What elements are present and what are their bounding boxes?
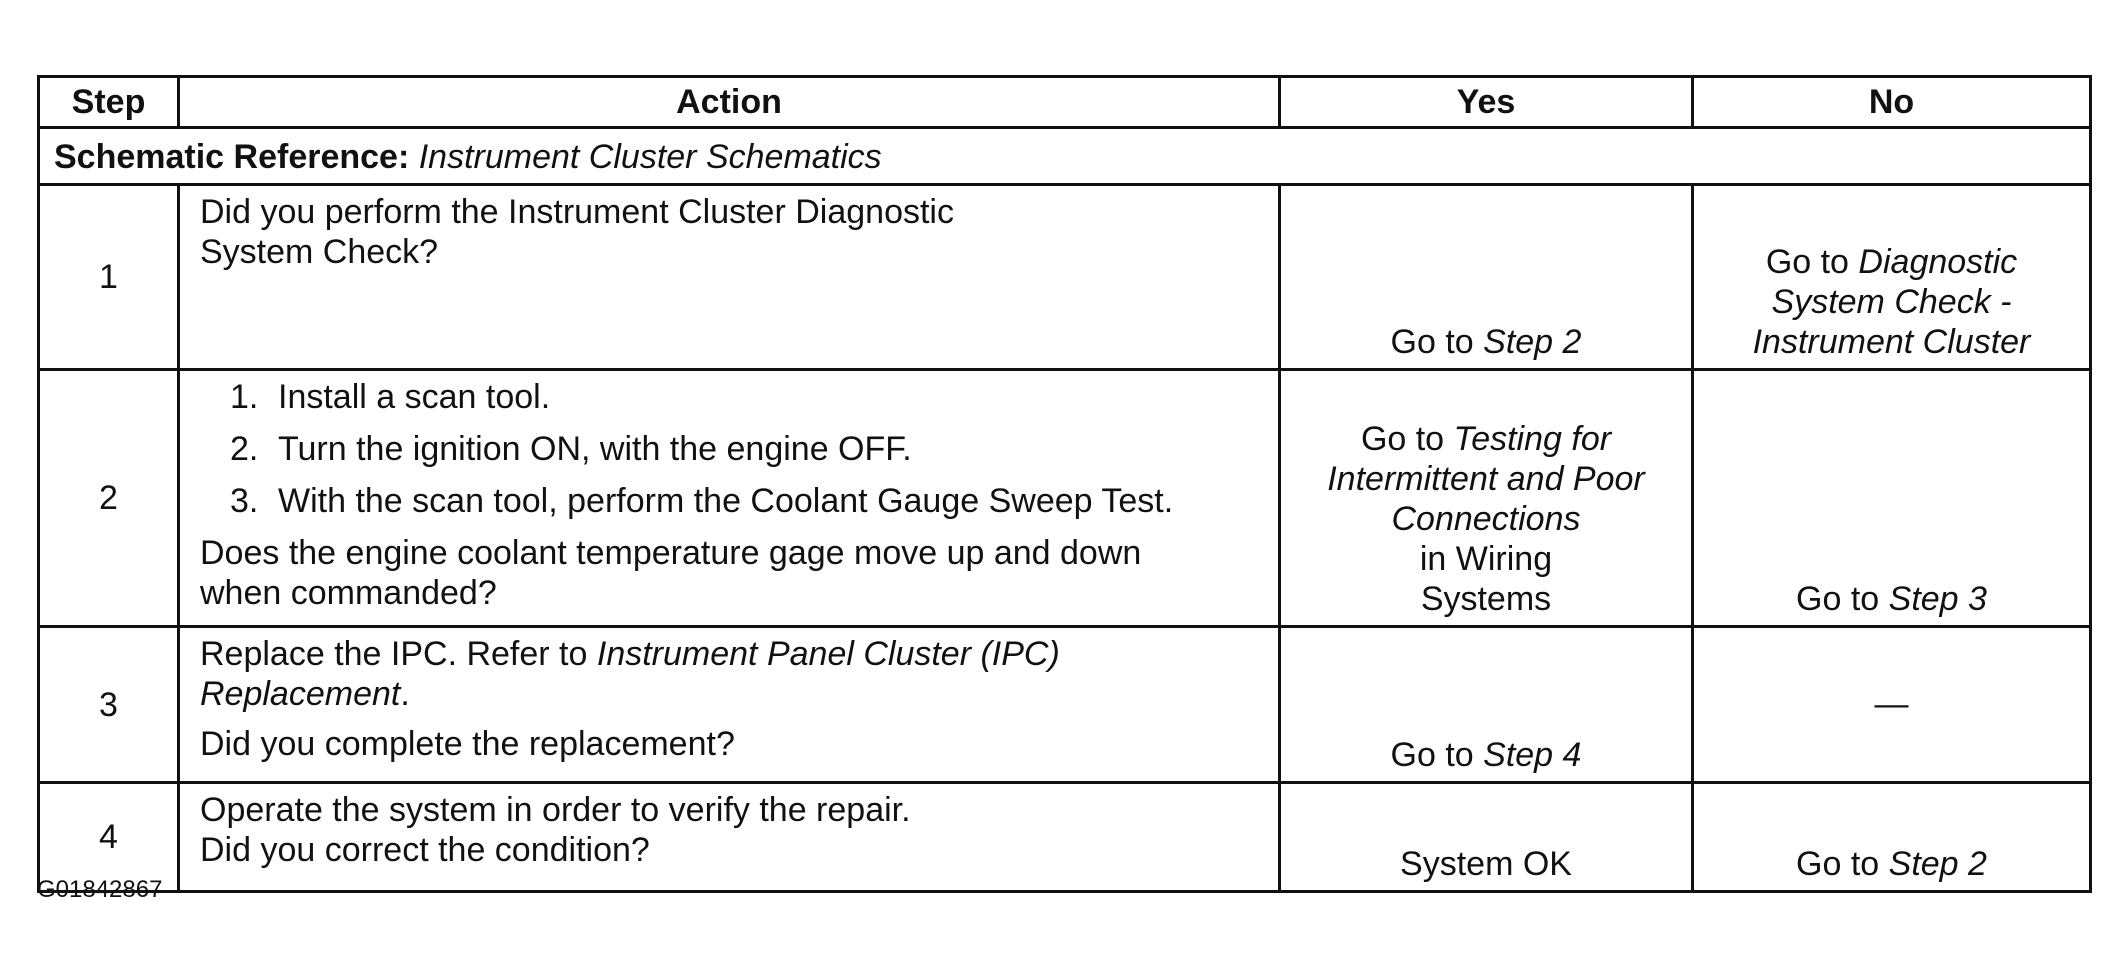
diagnostic-link[interactable]: Diagnostic: [1858, 243, 2018, 281]
figure-code: G01842867: [37, 876, 163, 903]
testing-link[interactable]: Intermittent and Poor: [1327, 460, 1645, 498]
action-question: when commanded?: [200, 574, 497, 612]
header-row: [39, 77, 2091, 128]
action-cell: [179, 185, 1280, 370]
table-row: [39, 627, 2091, 783]
diagnostic-table: [37, 75, 2092, 893]
list-item: 2. Turn the ignition ON, with the engine OFF.: [230, 430, 912, 468]
no-cell: Go to Step 3: [1693, 370, 2091, 627]
step-link[interactable]: Step 2: [1483, 323, 1582, 361]
action-question: Does the engine coolant temperature gage move up and down: [200, 534, 1142, 572]
schematic-reference-link[interactable]: Instrument Cluster Schematics: [418, 138, 882, 176]
no-cell: Go to Diagnostic System Check - Instrument Cluster: [1693, 185, 2091, 370]
step-link[interactable]: Step 3: [1888, 580, 1987, 618]
list-item: 3. With the scan tool, perform the Coolant Gauge Sweep Test.: [230, 482, 1174, 520]
yes-cell: System OK: [1280, 783, 1693, 892]
table-row: [39, 783, 2091, 892]
step-number: 4: [39, 783, 179, 892]
step-link[interactable]: Step 4: [1483, 736, 1582, 774]
header-no: No: [1693, 77, 2091, 128]
action-text: System Check?: [200, 233, 439, 271]
schematic-reference-label: Schematic Reference:: [54, 138, 410, 176]
action-question: Did you complete the replacement?: [200, 725, 735, 763]
header-yes: Yes: [1280, 77, 1693, 128]
replacement-link[interactable]: Replacement: [200, 675, 401, 713]
testing-link[interactable]: Connections: [1391, 500, 1581, 538]
no-value-dash: —: [1874, 684, 1909, 723]
action-cell: Replace the IPC. Refer to Instrument Panel Cluster (IPC) Replacement. Did you complete the replacement?: [179, 627, 1280, 783]
action-text: Operate the system in order to verify the repair.: [200, 791, 911, 829]
action-cell: [179, 370, 1280, 627]
table-row: [39, 370, 2091, 627]
action-question: Did you correct the condition?: [200, 831, 650, 869]
substep-list: [200, 377, 1264, 521]
replacement-link[interactable]: Instrument Panel Cluster (IPC): [596, 635, 1060, 673]
schematic-reference-row: [39, 128, 2091, 185]
diagnostic-link[interactable]: Instrument Cluster: [1752, 323, 2031, 361]
list-item: 1. Install a scan tool.: [230, 378, 551, 416]
step-number: 3: [39, 627, 179, 783]
yes-cell: Go to Testing for Intermittent and Poor Connections in Wiring Systems: [1280, 370, 1693, 627]
step-link[interactable]: Step 2: [1888, 845, 1987, 883]
table-row: [39, 185, 2091, 370]
no-cell: Go to Step 2: [1693, 783, 2091, 892]
step-number: 2: [39, 370, 179, 627]
diagnostic-link[interactable]: System Check -: [1771, 283, 2012, 321]
yes-cell: Go to Step 4: [1280, 627, 1693, 783]
yes-cell: Go to Step 2: [1280, 185, 1693, 370]
action-cell: [179, 783, 1280, 892]
step-number: 1: [39, 185, 179, 370]
action-text: Did you perform the Instrument Cluster Diagnostic: [200, 193, 954, 231]
header-step: Step: [39, 77, 179, 128]
testing-link[interactable]: Testing for: [1453, 420, 1612, 458]
no-cell: [1693, 627, 2091, 783]
header-action: Action: [179, 77, 1280, 128]
